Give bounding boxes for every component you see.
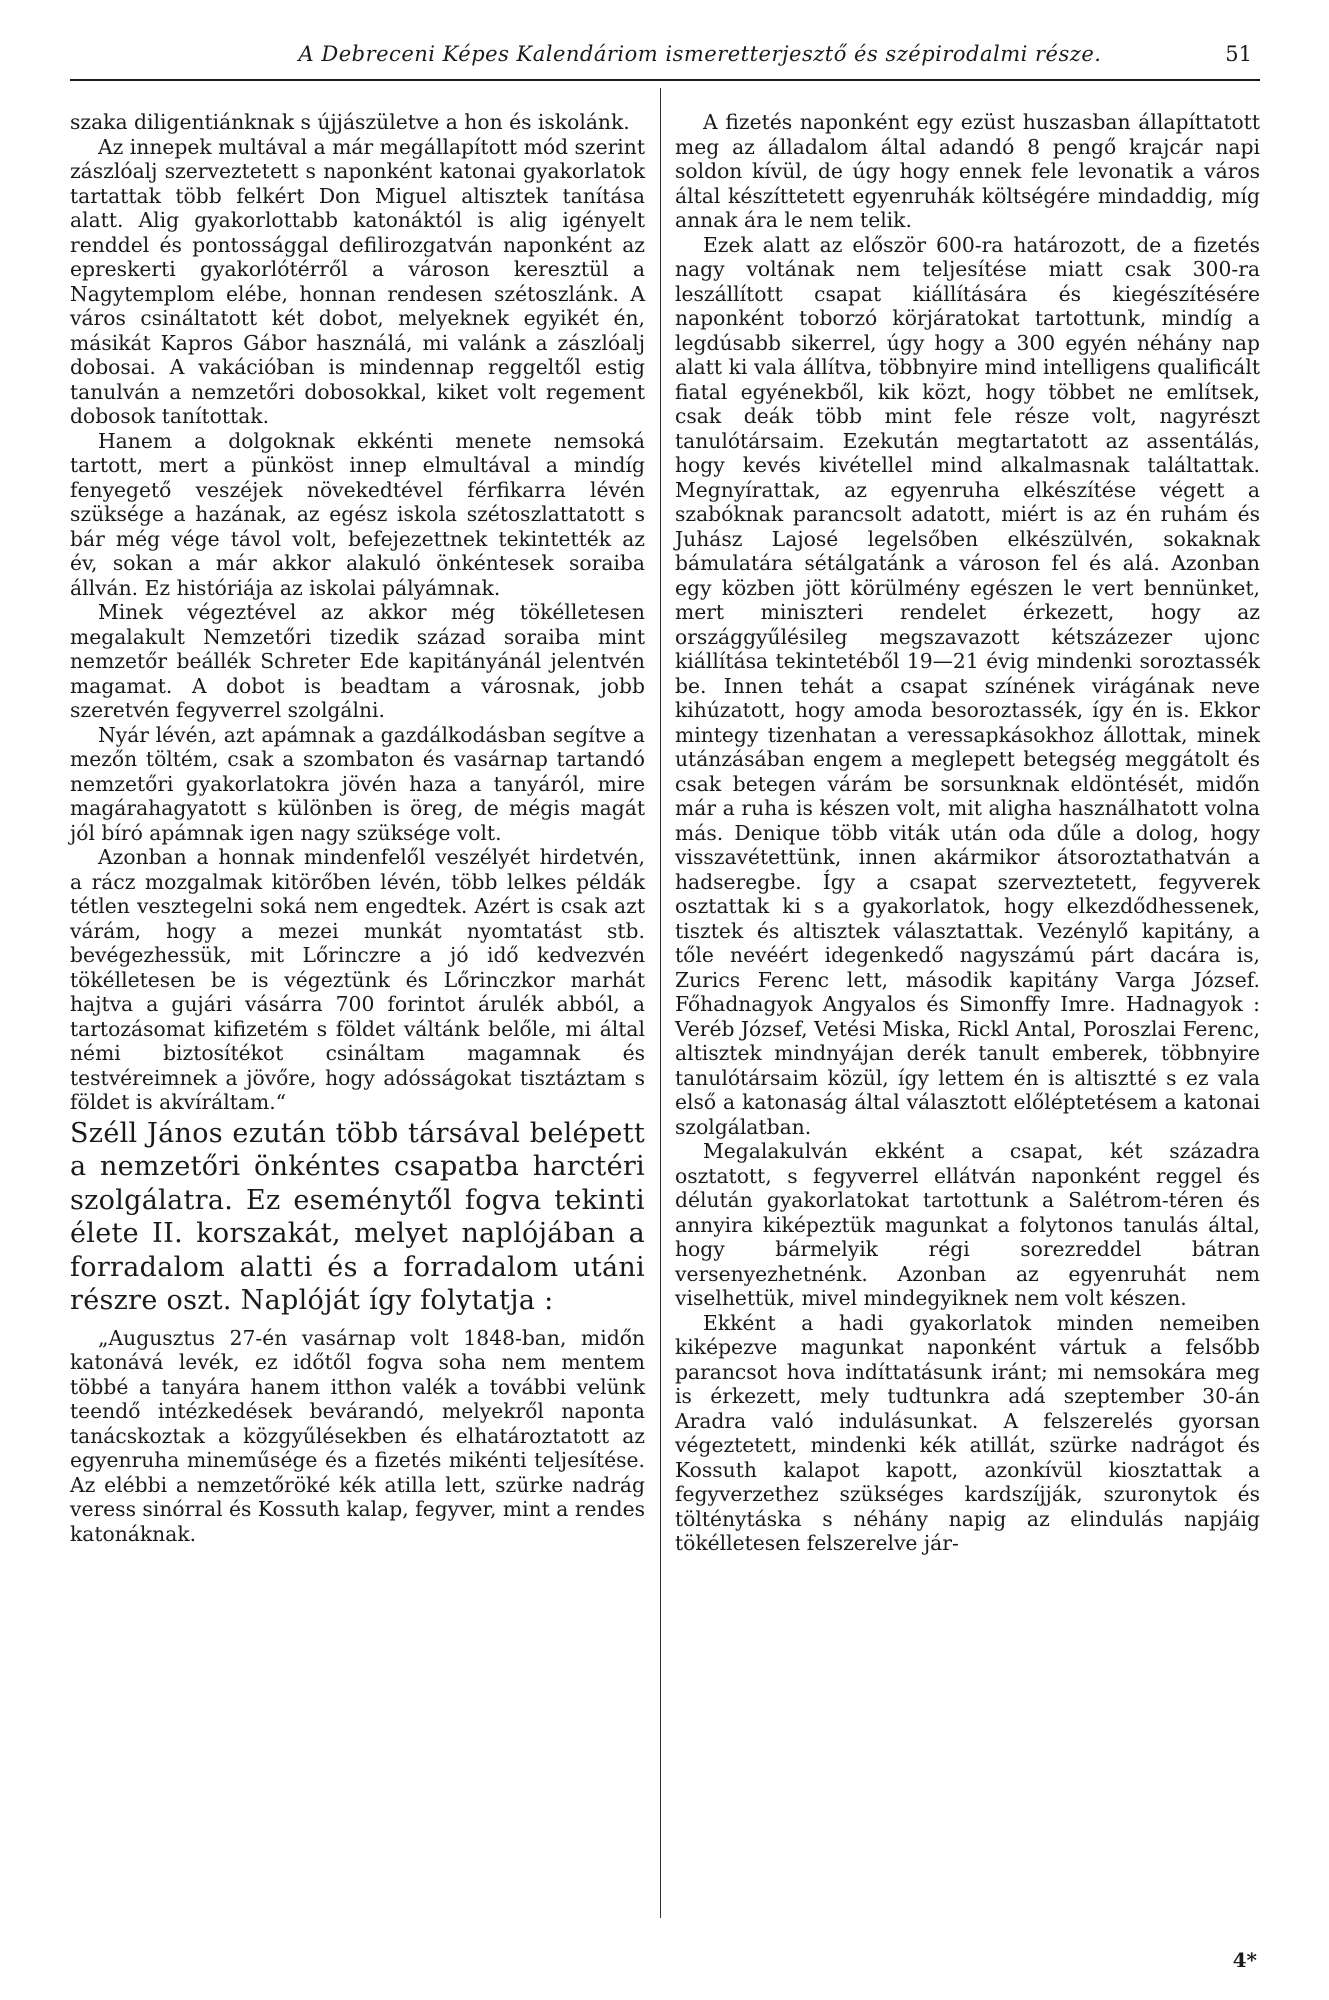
paragraph: Azonban a honnak mindenfelől veszélyét hirdetvén, a rácz mozgalmak kitörőben lévén, több lelkes példák tétlen vesztegelni soká nem engedtek. Azért is csak azt várám, hogy a mezei munkát nyomtatást stb. bevégezhessük, mit Lőrinczre a jó idő kedvezvén tökélletesen be is végeztünk és Lőrinczkor marhát hajtva a gujári vásárra 700 forintot árulék abból, a tartozásomat kifizetém s földet váltánk belőle, mi által némi biztosítékot csináltam magamnak és testvéreimnek a jövőre, hogy adósságokat tisztáztam s földet is akvíráltam.“ (70, 845, 645, 1114)
paragraph: Nyár lévén, azt apámnak a gazdálkodásban segítve a mezőn töltém, csak a szombaton és vasárnap tartandó nemzetőri gyakorlatokra jövén haza a tanyáról, mire magárahagyatott s különben is öreg, de mégis magát jól bíró apámnak igen nagy szüksége volt. (70, 722, 645, 845)
column-divider (660, 88, 661, 1918)
paragraph: Ekként a hadi gyakorlatok minden nemeiben kiképezve magunkat naponként vártuk a felsőbb parancsot hova indíttatásunk iránt; mi nemsokára meg is érkezett, mely tudtunkra adá szeptember 30-án Aradra való indulásunkat. A felszerelés gyorsan végeztetett, mindenki kék atillát, szürke nadrágot és Kossuth kalapot kapott, azonkívül kiosztattak a fegyverzethez szükséges kardszíjják, szuronytok és tölténytáska s néhány napig az elindulás napjáig tökélletesen felszerelve jár- (675, 1310, 1260, 1555)
narration-paragraph: Széll János ezután több társával belépett a nemzetőri önkéntes csapatba harctéri szolgálatra. Ez eseménytől fogva tekinti élete II. korszakát, melyet naplójában a forradalom alatti és a forradalom utáni részre oszt. Naplóját így folytatja : (70, 1117, 645, 1316)
paragraph: Megalakulván ekként a csapat, két századra osztatott, s fegyverrel ellátván naponként reggel és délután gyakorlatokat tartottunk a Salétrom-téren és annyira kiképeztük magunkat a folytonos tanulás által, hogy bármelyik régi sorezreddel bátran versenyezhetnénk. Azonban az egyenruhát nem viselhettük, mivel mindegyiknek nem volt készen. (675, 1139, 1260, 1310)
paragraph: szaka diligentiánknak s újjászületve a hon és iskolánk. (70, 110, 630, 134)
printer-signature-mark: 4* (1232, 1948, 1257, 1972)
paragraph: Hanem a dolgoknak ekkénti menete nemsoká tartott, mert a pünköst innep elmultával a mindíg fenyegető veszéjek növekedtével férfikarra lévén szüksége a hazának, az egész iskola szétoszlattatott s bár még vége távol volt, befejezettnek tekintették az év, sokan a már akkor alakuló önkéntesek soraiba állván. Ez históriája az iskolai pályámnak. (70, 428, 645, 600)
running-header (70, 38, 1260, 78)
paragraph: A fizetés naponként egy ezüst huszasban állapíttatott meg az álladalom által adandó 8 pengő krajcár napi soldon kívül, de úgy hogy ennek fele levonatik a város által készíttetett egyenruhák költségére mindaddig, míg annak ára le nem telik. (675, 110, 1260, 232)
header-rule (70, 79, 1260, 81)
paragraph: Minek végeztével az akkor még tökélletesen megalakult Nemzetőri tizedik század soraiba mint nemzetőr beállék Schreter Ede kapitányánál jelentvén magamat. A dobot is beadtam a városnak, jobb szeretvén fegyverrel szolgálni. (70, 600, 645, 722)
paragraph: „Augusztus 27-én vasárnap volt 1848-ban, midőn katonává levék, ez időtől fogva soha nem mentem többé a tanyára hanem itthon valék a további velünk teendő intézkedések bevárandó, melyekről naponta tanácskoztak a közgyűlésekben és elhatároztatott az egyenruha mineműsége és a fizetés mikénti teljesítése. Az elébbi a nemzetőröké kék atilla lett, szürke nadrág veress sinórral és Kossuth kalap, fegyver, mint a rendes katonáknak. (70, 1325, 645, 1546)
right-column (675, 110, 1260, 1556)
page-number: 51 (1225, 42, 1252, 66)
running-title: A Debreceni Képes Kalendáriom ismeretterjesztő és szépirodalmi része. (298, 42, 1102, 66)
paragraph: Az innepek multával a már megállapított mód szerint zászlóalj szerveztetett s naponként katonai gyakorlatok tartattak több felkért Don Miguel altisztek tanítása alatt. Alig gyakorlottabb katonáktól is alig igényelt renddel és pontossággal defilirozgatván naponként az epreskerti gyakorlótérről a városon keresztül a Nagytemplom elébe, honnan rendesen szétoszlánk. A város csináltatott két dobot, melyeknek egyikét én, másikát Kapros Gábor használá, mi valánk a zászlóalj dobosai. A vakációban is mindennap reggeltől estig tanulván a nemzetőri dobosokkal, kiket volt regement dobosok tanítottak. (70, 134, 645, 428)
paragraph: Ezek alatt az először 600-ra határozott, de a fizetés nagy voltának nem teljesítése miatt csak 300-ra leszállított csapat kiállítására és kiegészítésére naponként toborzó körjáratokat tartottunk, mindíg a legdúsabb sikerrel, úgy hogy a 300 egyén néhány nap alatt ki vala állítva, többnyire mind intelligens qualificált fiatal egyénekből, kik közt, hogy többet ne említsek, csak deák több mint fele része volt, nagyrészt tanulótársaim. Ezekután megtartatott az assentálás, hogy kevés kivétellel mind alkalmasnak találtattak. Megnyírattak, az egyenruha elkészítése végett a szabóknak parancsolt adatott, miért is az én ruhám és Juhász Lajosé legelsőben elkészülvén, sokaknak bámulatára sétálgatánk a városon fel és alá. Azonban egy közben jött körülmény egészen le vert bennünket, mert miniszteri rendelet érkezett, hogy az országgyűlésileg megszavazott kétszázezer ujonc kiállítása tekintetéből 19—21 évig mindenki soroztassék be. Innen tehát a csapat színének virágának neve kihúzatott, hogy amoda besoroztassék, így én is. Ekkor mintegy tizenhatan a veressapkásokhoz állottak, minek utánzásában engem a meglepett betegség meggátolt és csak betegen várám be sorsunknak eldöntését, midőn már a ruha is készen volt, mit aligha használhatott volna más. Denique több viták után oda dűle a dolog, hogy visszavétettünk, innen akármikor átsoroztathatván a hadseregbe. Így a csapat szerveztetett, fegyverek osztattak ki s a gyakorlatok, hogy elkezdődhessenek, tisztek és altisztek választattak. Vezénylő kapitány, a tőle nevéért idegenkedő nagyszámú párt dacára is, Zurics Ferenc lett, második kapitány Varga József. Főhadnagyok Angyalos és Simonffy Imre. Hadnagyok : Veréb József, Vetési Miska, Rickl Antal, Poroszlai Ferenc, altisztek mindnyájan derék tanult emberek, többnyire tanulótársaim közül, így lettem én is altisztté s ez vala első a katonaság által választott előléptetésem a katonai szolgálatban. (675, 232, 1260, 1139)
left-column (70, 110, 645, 1546)
